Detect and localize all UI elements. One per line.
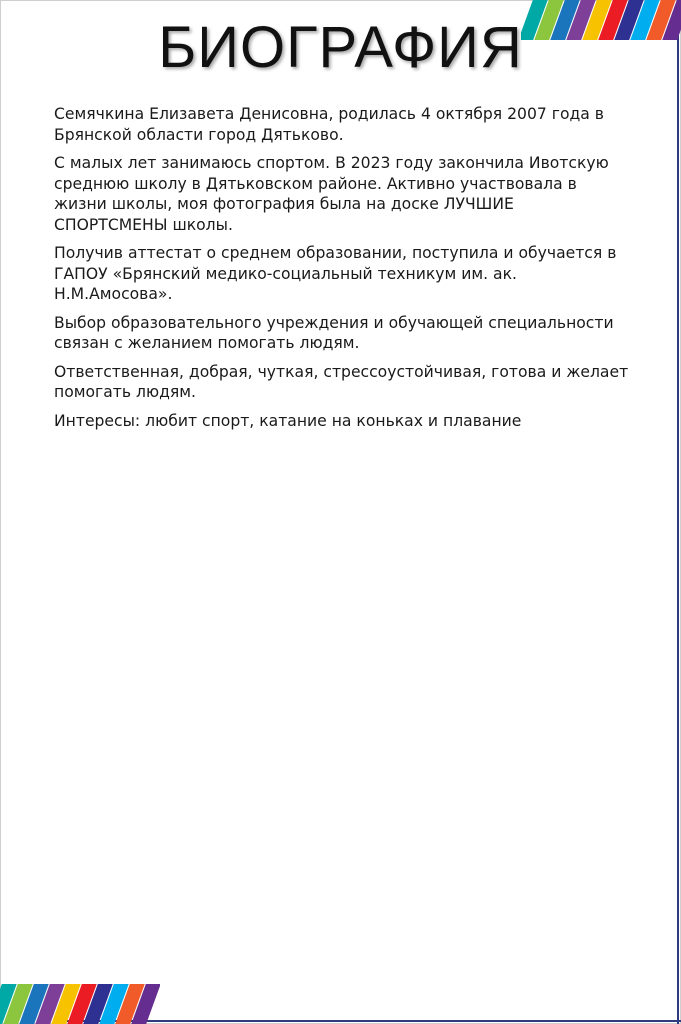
paragraph-interests: Интересы: любит спорт, катание на коньках и плавание bbox=[54, 411, 522, 430]
paragraph-school: С малых лет занимаюсь спортом. В 2023 году закончила Ивотскую среднюю школу в Дятьковском районе. Активно участвовала в жизни школы, моя фотография была на доске ЛУЧШИЕ СПОРТСМЕНЫ школы. bbox=[54, 154, 609, 234]
slide-title: БИОГРАФИЯ bbox=[158, 15, 523, 80]
paragraph-choice: Выбор образовательного учреждения и обучающей специальности связан с желанием помогать людям. bbox=[54, 313, 614, 352]
paragraph-qualities: Ответственная, добрая, чуткая, стрессоустойчивая, готова и желает помогать людям. bbox=[54, 362, 629, 401]
right-border-line bbox=[677, 28, 679, 1024]
paragraph-college: Получив аттестат о среднем образовании, поступила и обучается в ГАПОУ «Брянский медико-социальный техникум им. ак. Н.М.Амосова». bbox=[54, 244, 617, 303]
paragraph-birth: Семячкина Елизавета Денисовна, родилась 4 октября 2007 года в Брянской области город Дятьково. bbox=[54, 105, 604, 144]
biography-text bbox=[54, 104, 629, 439]
bottom-left-color-stripes bbox=[0, 984, 160, 1024]
